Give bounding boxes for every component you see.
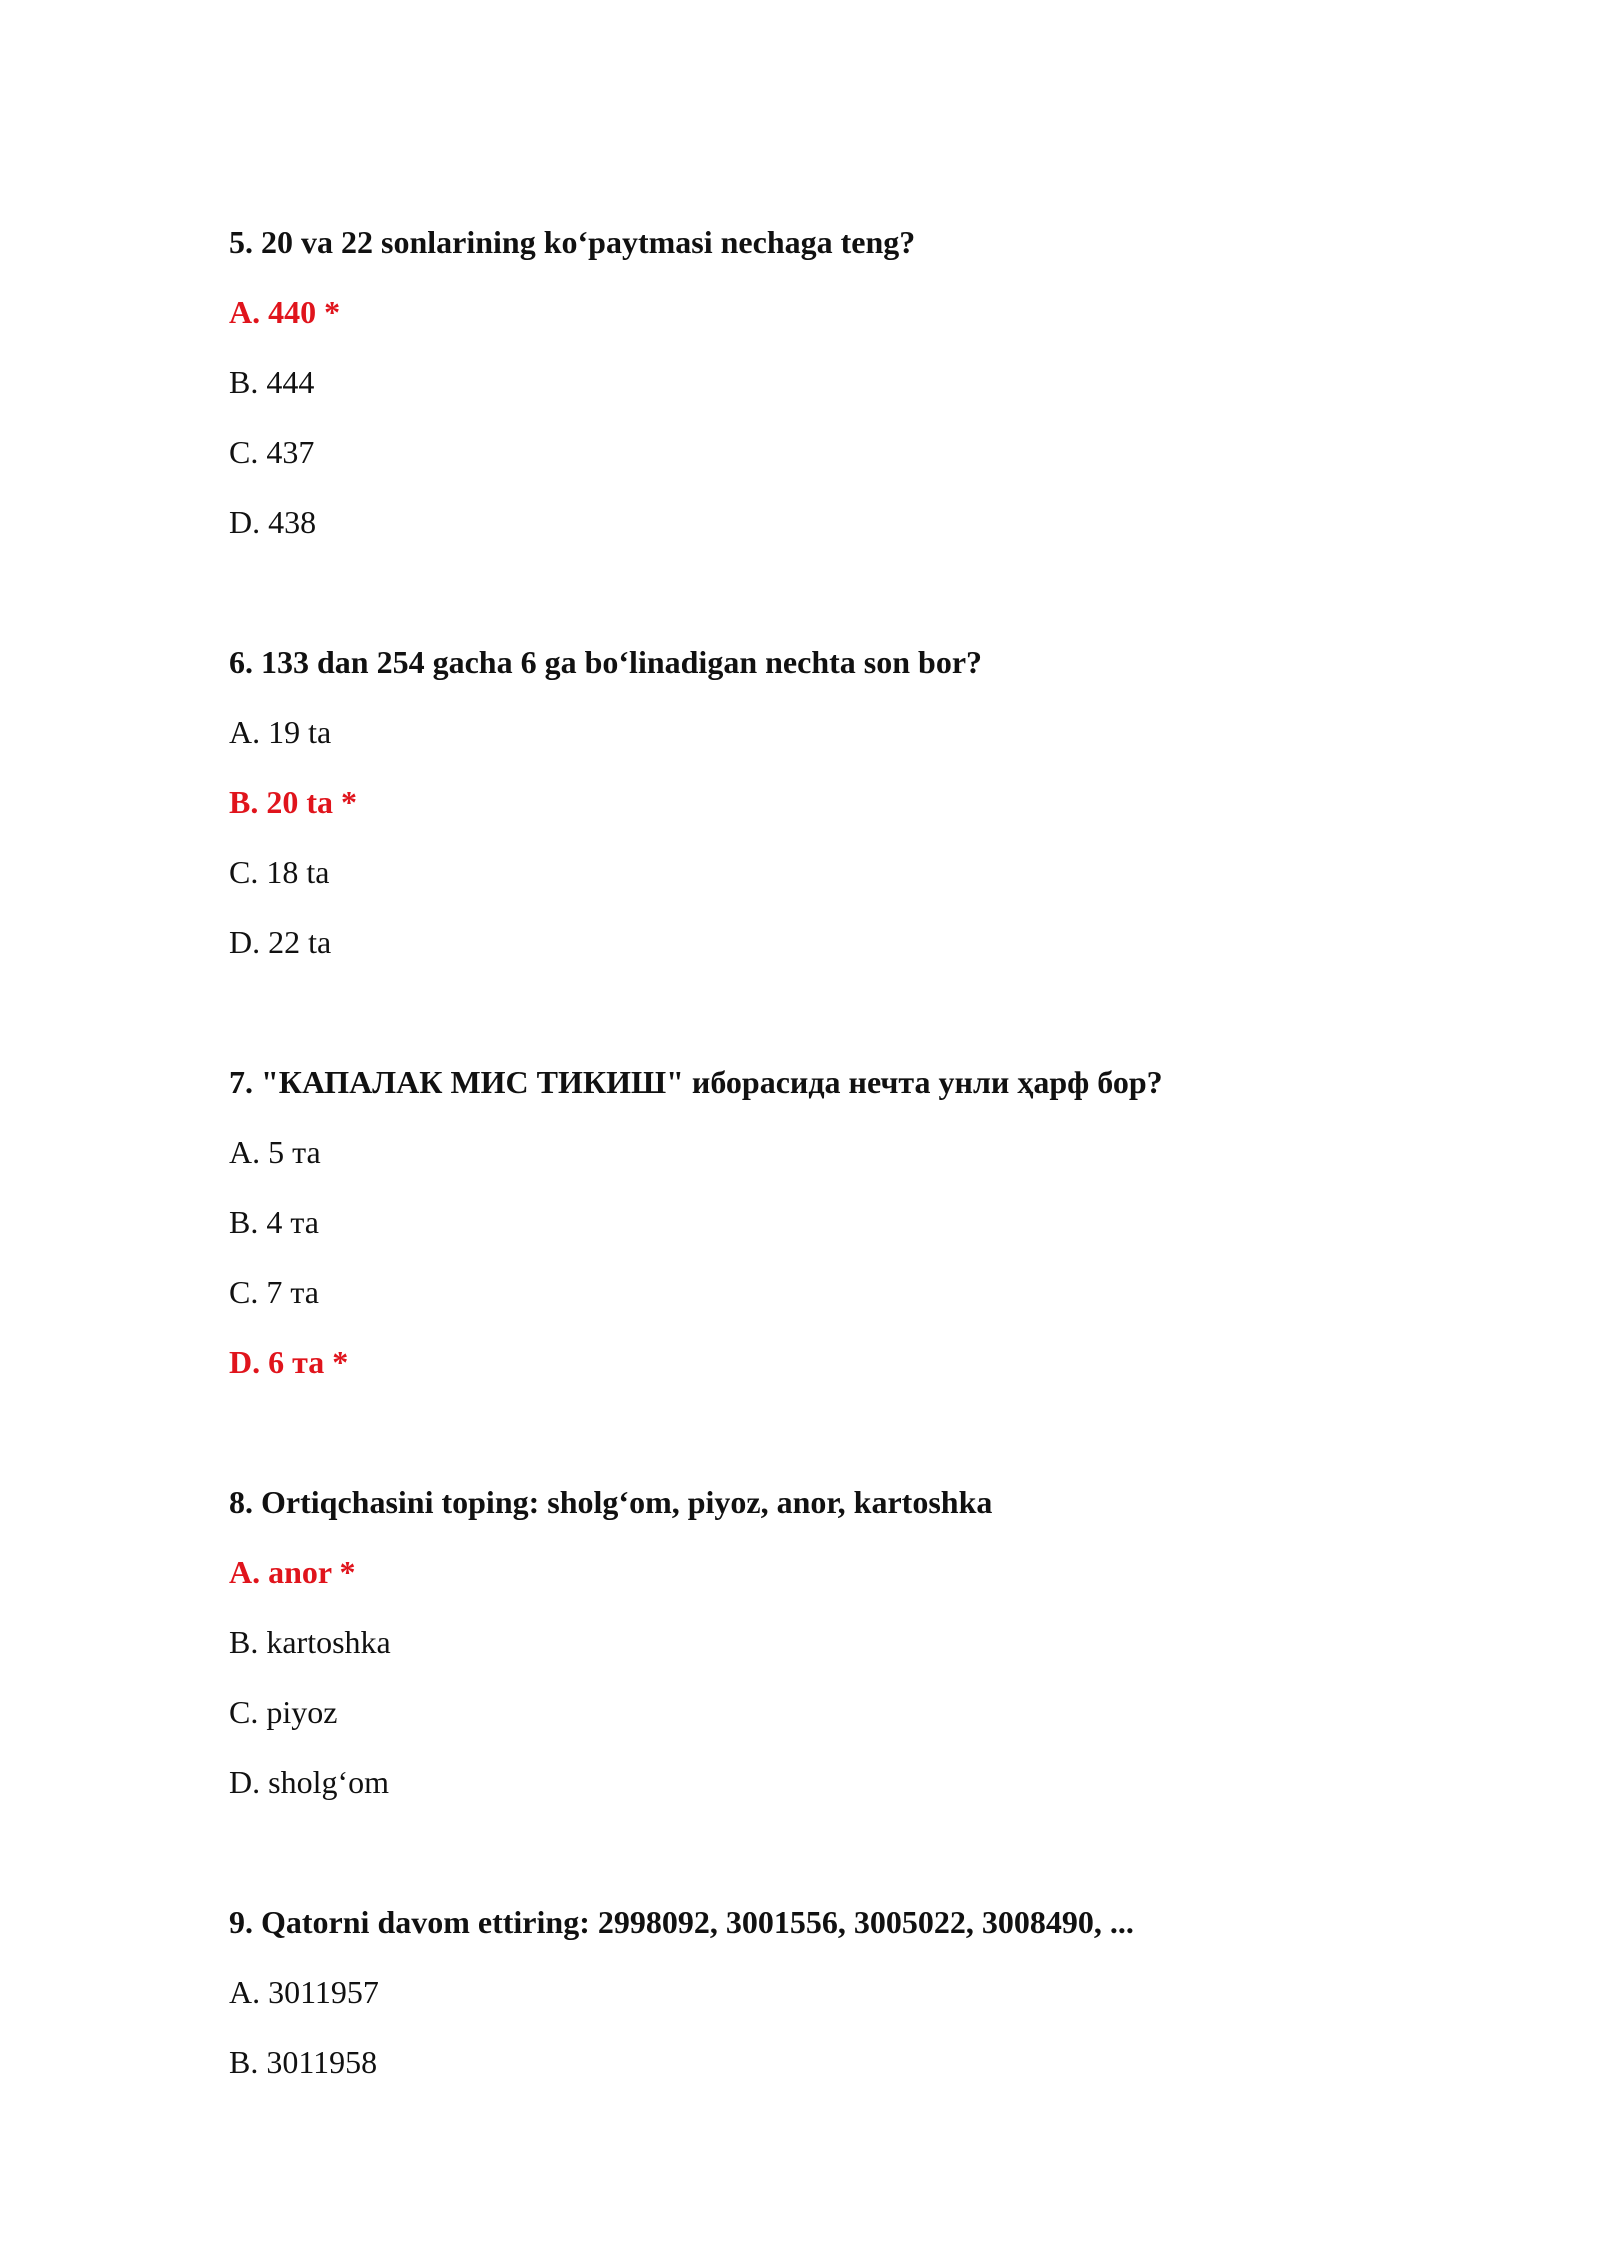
option-d: D. 438 xyxy=(229,504,317,540)
option-a-correct: A. 440 * xyxy=(229,294,341,330)
option-a: A. 19 ta xyxy=(229,714,332,750)
option-b: B. kartoshka xyxy=(229,1624,391,1660)
option-b: B. 4 та xyxy=(229,1204,319,1240)
option-b-correct: B. 20 ta * xyxy=(229,784,357,820)
option-b: B. 3011958 xyxy=(229,2044,378,2080)
option-d-correct: D. 6 та * xyxy=(229,1344,349,1380)
option-c: C. 7 та xyxy=(229,1274,319,1310)
question-text: 8. Ortiqchasini toping: sholg‘om, piyoz, anor, kartoshka xyxy=(229,1484,993,1520)
option-b: B. 444 xyxy=(229,364,315,400)
option-c: C. 18 ta xyxy=(229,854,330,890)
option-a: A. 5 та xyxy=(229,1134,321,1170)
question-text: 5. 20 va 22 sonlarining ko‘paytmasi nechaga teng? xyxy=(229,224,916,260)
question-text: 6. 133 dan 254 gacha 6 ga bo‘linadigan nechta son bor? xyxy=(229,644,983,680)
option-a-correct: A. anor * xyxy=(229,1554,356,1590)
option-d: D. 22 ta xyxy=(229,924,332,960)
question-text: 9. Qatorni davom ettiring: 2998092, 3001556, 3005022, 3008490, ... xyxy=(229,1904,1134,1940)
option-a: A. 3011957 xyxy=(229,1974,379,2010)
option-c: C. 437 xyxy=(229,434,315,470)
option-c: C. piyoz xyxy=(229,1694,338,1730)
question-text: 7. "КАПАЛАК МИС ТИКИШ" иборасида нечта унли ҳарф бор? xyxy=(229,1064,1163,1100)
option-d: D. sholg‘om xyxy=(229,1764,389,1800)
